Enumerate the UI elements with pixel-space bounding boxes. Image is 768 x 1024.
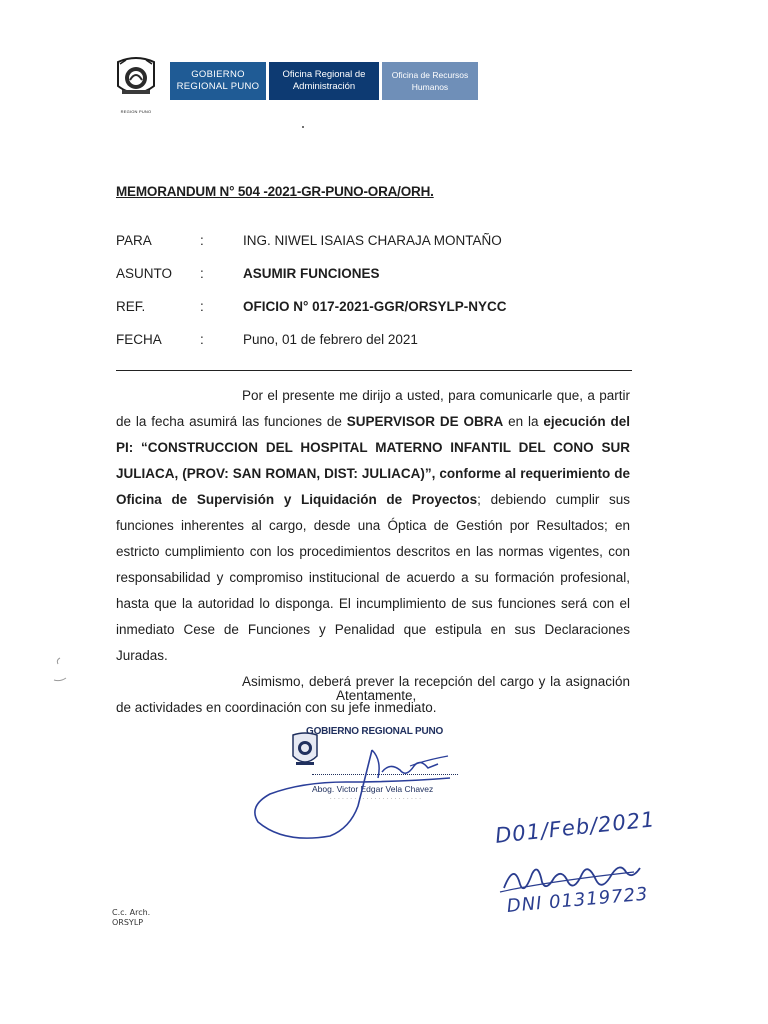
letterhead — [110, 56, 478, 114]
field-label: REF. — [116, 299, 146, 314]
body-bold-text: ejecución del PI: “CONSTRUCCION DEL HOSPITAL MATERNO INFANTIL DEL CONO SUR JULIACA, (PROV: SAN ROMAN, DIST: JULIACA)”, conforme al requerimiento de Oficina de Supervisión y Liquidación de Proyectos — [116, 414, 631, 507]
divider-line — [116, 370, 632, 371]
memo-title: MEMORANDUM N° 504 -2021-GR-PUNO-ORA/ORH. — [116, 184, 434, 199]
field-value: ING. NIWEL ISAIAS CHARAJA MONTAÑO — [243, 233, 502, 248]
cc-line: C.c. Arch. — [112, 908, 151, 917]
body-bold-text: SUPERVISOR DE OBRA — [346, 414, 504, 429]
memo-body — [116, 383, 630, 721]
carbon-copy — [112, 908, 150, 928]
field-para — [116, 232, 636, 250]
field-colon: : — [200, 266, 204, 281]
field-value: ASUMIR FUNCIONES — [243, 266, 380, 281]
field-ref — [116, 298, 636, 316]
field-colon: : — [200, 332, 204, 347]
field-colon: : — [200, 299, 204, 314]
stamp-signer-name: Abog. Victor Edgar Vela Chavez — [312, 784, 434, 794]
cc-line: ORSYLP — [112, 918, 144, 927]
field-asunto — [116, 265, 636, 283]
handwritten-signature — [250, 722, 500, 842]
body-paragraph-2: Asimismo, deberá prever la recepción del cargo y la asignación de actividades en coordinación con su jefe inmediato. — [116, 674, 630, 715]
field-value: OFICIO N° 017-2021-GGR/ORSYLP-NYCC — [243, 299, 507, 314]
signature-stamp — [250, 722, 500, 842]
header-rrhh-block: Oficina de Recursos Humanos — [382, 62, 478, 100]
field-colon: : — [200, 233, 204, 248]
scan-margin-mark — [48, 656, 68, 682]
regional-seal-icon — [110, 56, 162, 114]
header-gobierno-block: GOBIERNO REGIONAL PUNO — [170, 62, 266, 100]
body-text: ; debiendo cumplir sus funciones inherentes al cargo, desde una Óptica de Gestión por Resultados; en estricto cumplimiento con los procedimientos descritos en las normas vigentes, con responsabilidad y compromiso institucional de acuerdo a su formación profesional, hasta que la autoridad lo disponga. El incumplimiento de sus funciones será con el inmediato Cese de Funciones y Penalidad que estipula en sus Declaraciones Juradas. — [116, 492, 630, 663]
closing: Atentamente, — [336, 688, 417, 703]
field-label: PARA — [116, 233, 152, 248]
stamp-office-line: · · · · · · · · · · · · · · · · · · · · · · · — [330, 796, 422, 802]
body-text: Por el presente me dirijo a usted, para comunicarle que, a partir de la fecha asumirá las funciones de — [116, 388, 630, 429]
handwritten-receipt — [484, 807, 684, 942]
field-label: FECHA — [116, 332, 162, 347]
field-value: Puno, 01 de febrero del 2021 — [243, 332, 418, 347]
stamp-organization: GOBIERNO REGIONAL PUNO — [306, 726, 444, 737]
logo-caption: REGION PUNO — [120, 109, 152, 114]
receipt-date: D01/Feb/2021 — [494, 807, 657, 848]
field-fecha — [116, 331, 636, 349]
field-label: ASUNTO — [116, 266, 173, 281]
scan-speck — [302, 126, 304, 128]
body-paragraph-1 — [116, 383, 630, 669]
receipt-dni: DNI 01319723 — [506, 883, 650, 917]
receipt-signature — [484, 822, 684, 942]
header-oficina-block: Oficina Regional de Administración — [269, 62, 379, 100]
body-text: en la — [503, 414, 544, 429]
